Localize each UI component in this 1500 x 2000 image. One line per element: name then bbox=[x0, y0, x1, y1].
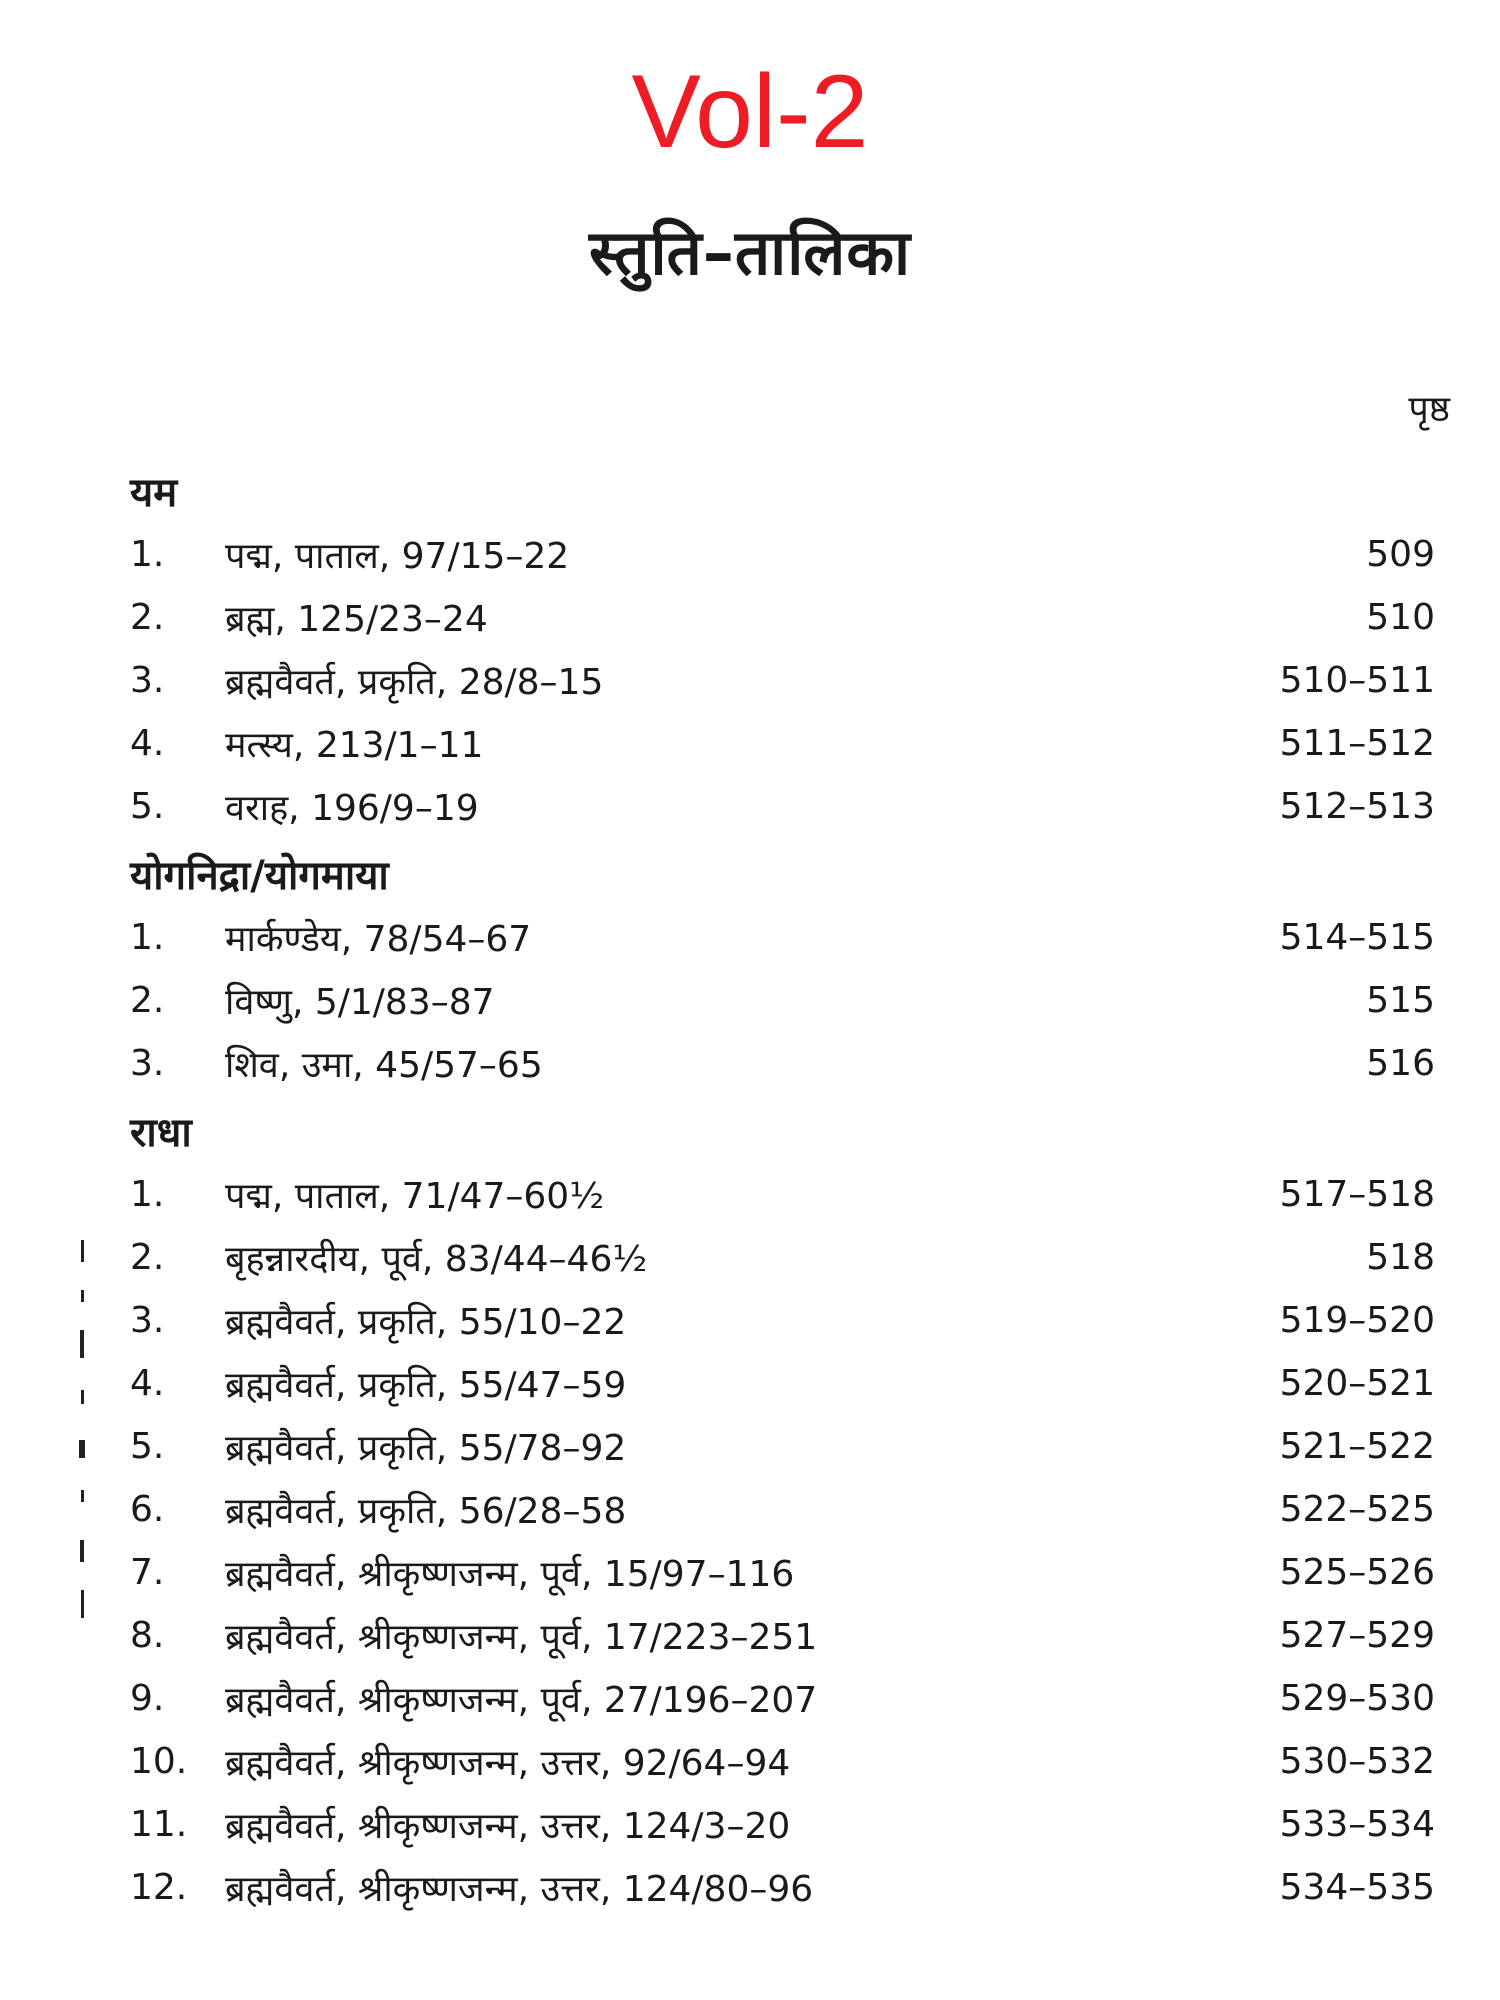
entry-reference: ब्रह्मवैवर्त, प्रकृति, 55/78–92 bbox=[225, 1428, 627, 1469]
entry-reference: ब्रह्मवैवर्त, प्रकृति, 56/28–58 bbox=[225, 1491, 627, 1532]
entry-number: 4. bbox=[130, 723, 165, 764]
entry-reference: मार्कण्डेय, 78/54–67 bbox=[225, 919, 532, 960]
page-title: स्तुति–तालिका bbox=[588, 216, 912, 289]
entry-reference: बृहन्नारदीय, पूर्व, 83/44–46½ bbox=[225, 1239, 648, 1280]
entry-number: 12. bbox=[130, 1867, 188, 1908]
toc-entry bbox=[130, 1415, 1435, 1478]
toc-entry bbox=[130, 1730, 1435, 1793]
toc-entry bbox=[130, 1604, 1435, 1667]
entry-pages: 534–535 bbox=[1279, 1867, 1435, 1908]
entry-reference: ब्रह्मवैवर्त, श्रीकृष्णजन्म, उत्तर, 124/80–96 bbox=[225, 1869, 814, 1910]
entry-pages: 533–534 bbox=[1279, 1804, 1435, 1845]
entry-reference: शिव, उमा, 45/57–65 bbox=[225, 1045, 543, 1086]
entry-pages: 517–518 bbox=[1279, 1174, 1435, 1215]
entry-number: 3. bbox=[130, 660, 165, 701]
entry-pages: 516 bbox=[1366, 1043, 1435, 1084]
table-of-contents bbox=[130, 455, 1435, 1919]
entry-pages: 510–511 bbox=[1279, 660, 1435, 701]
entry-reference: ब्रह्मवैवर्त, श्रीकृष्णजन्म, उत्तर, 92/64–94 bbox=[225, 1743, 791, 1784]
toc-entry bbox=[130, 775, 1435, 838]
entry-number: 2. bbox=[130, 1237, 165, 1278]
entry-reference: मत्स्य, 213/1–11 bbox=[225, 725, 484, 766]
entry-pages: 519–520 bbox=[1279, 1300, 1435, 1341]
toc-entry bbox=[130, 1032, 1435, 1095]
entry-pages: 509 bbox=[1366, 534, 1435, 575]
entry-number: 1. bbox=[130, 534, 165, 575]
entry-pages: 514–515 bbox=[1279, 917, 1435, 958]
entry-number: 3. bbox=[130, 1043, 165, 1084]
entry-reference: ब्रह्मवैवर्त, श्रीकृष्णजन्म, उत्तर, 124/3–20 bbox=[225, 1806, 791, 1847]
entry-pages: 521–522 bbox=[1279, 1426, 1435, 1467]
entry-number: 10. bbox=[130, 1741, 188, 1782]
page-column-label: पृष्ठ bbox=[1408, 389, 1450, 430]
volume-label: Vol-2 bbox=[631, 54, 869, 170]
entry-reference: ब्रह्मवैवर्त, प्रकृति, 55/10–22 bbox=[225, 1302, 627, 1343]
entry-pages: 512–513 bbox=[1279, 786, 1435, 827]
section-heading: योगनिद्रा/योगमाया bbox=[130, 853, 389, 899]
entry-reference: ब्रह्मवैवर्त, प्रकृति, 28/8–15 bbox=[225, 662, 604, 703]
entry-number: 5. bbox=[130, 786, 165, 827]
entry-pages: 530–532 bbox=[1279, 1741, 1435, 1782]
entry-number: 6. bbox=[130, 1489, 165, 1530]
toc-entry bbox=[130, 906, 1435, 969]
toc-entry bbox=[130, 1856, 1435, 1919]
margin-scan-marks bbox=[74, 1240, 92, 1620]
entry-reference: ब्रह्मवैवर्त, श्रीकृष्णजन्म, पूर्व, 27/196–207 bbox=[225, 1680, 818, 1721]
toc-entry bbox=[130, 1478, 1435, 1541]
entry-pages: 510 bbox=[1366, 597, 1435, 638]
section-heading: राधा bbox=[130, 1110, 192, 1156]
toc-entry bbox=[130, 523, 1435, 586]
entry-pages: 527–529 bbox=[1279, 1615, 1435, 1656]
entry-number: 7. bbox=[130, 1552, 165, 1593]
entry-number: 1. bbox=[130, 917, 165, 958]
toc-entry bbox=[130, 1793, 1435, 1856]
entry-pages: 515 bbox=[1366, 980, 1435, 1021]
toc-entry bbox=[130, 1163, 1435, 1226]
entry-number: 4. bbox=[130, 1363, 165, 1404]
toc-entry bbox=[130, 712, 1435, 775]
toc-entry bbox=[130, 1226, 1435, 1289]
entry-pages: 520–521 bbox=[1279, 1363, 1435, 1404]
entry-reference: ब्रह्मवैवर्त, श्रीकृष्णजन्म, पूर्व, 15/97–116 bbox=[225, 1554, 795, 1595]
toc-entry bbox=[130, 969, 1435, 1032]
entry-reference: पद्म, पाताल, 71/47–60½ bbox=[225, 1176, 605, 1217]
toc-entry bbox=[130, 649, 1435, 712]
entry-reference: विष्णु, 5/1/83–87 bbox=[225, 982, 495, 1023]
toc-entry bbox=[130, 1541, 1435, 1604]
entry-pages: 518 bbox=[1366, 1237, 1435, 1278]
entry-number: 2. bbox=[130, 980, 165, 1021]
toc-entry bbox=[130, 1289, 1435, 1352]
entry-number: 9. bbox=[130, 1678, 165, 1719]
entry-pages: 525–526 bbox=[1279, 1552, 1435, 1593]
entry-reference: पद्म, पाताल, 97/15–22 bbox=[225, 536, 570, 577]
entry-number: 11. bbox=[130, 1804, 188, 1845]
toc-entry bbox=[130, 586, 1435, 649]
entry-pages: 522–525 bbox=[1279, 1489, 1435, 1530]
entry-reference: ब्रह्मवैवर्त, प्रकृति, 55/47–59 bbox=[225, 1365, 627, 1406]
entry-reference: ब्रह्मवैवर्त, श्रीकृष्णजन्म, पूर्व, 17/223–251 bbox=[225, 1617, 818, 1658]
entry-pages: 511–512 bbox=[1279, 723, 1435, 764]
entry-reference: ब्रह्म, 125/23–24 bbox=[225, 599, 488, 640]
toc-entry bbox=[130, 1667, 1435, 1730]
entry-number: 1. bbox=[130, 1174, 165, 1215]
entry-pages: 529–530 bbox=[1279, 1678, 1435, 1719]
entry-reference: वराह, 196/9–19 bbox=[225, 788, 479, 829]
entry-number: 8. bbox=[130, 1615, 165, 1656]
toc-entry bbox=[130, 1352, 1435, 1415]
entry-number: 3. bbox=[130, 1300, 165, 1341]
entry-number: 2. bbox=[130, 597, 165, 638]
entry-number: 5. bbox=[130, 1426, 165, 1467]
section-heading: यम bbox=[130, 470, 178, 516]
